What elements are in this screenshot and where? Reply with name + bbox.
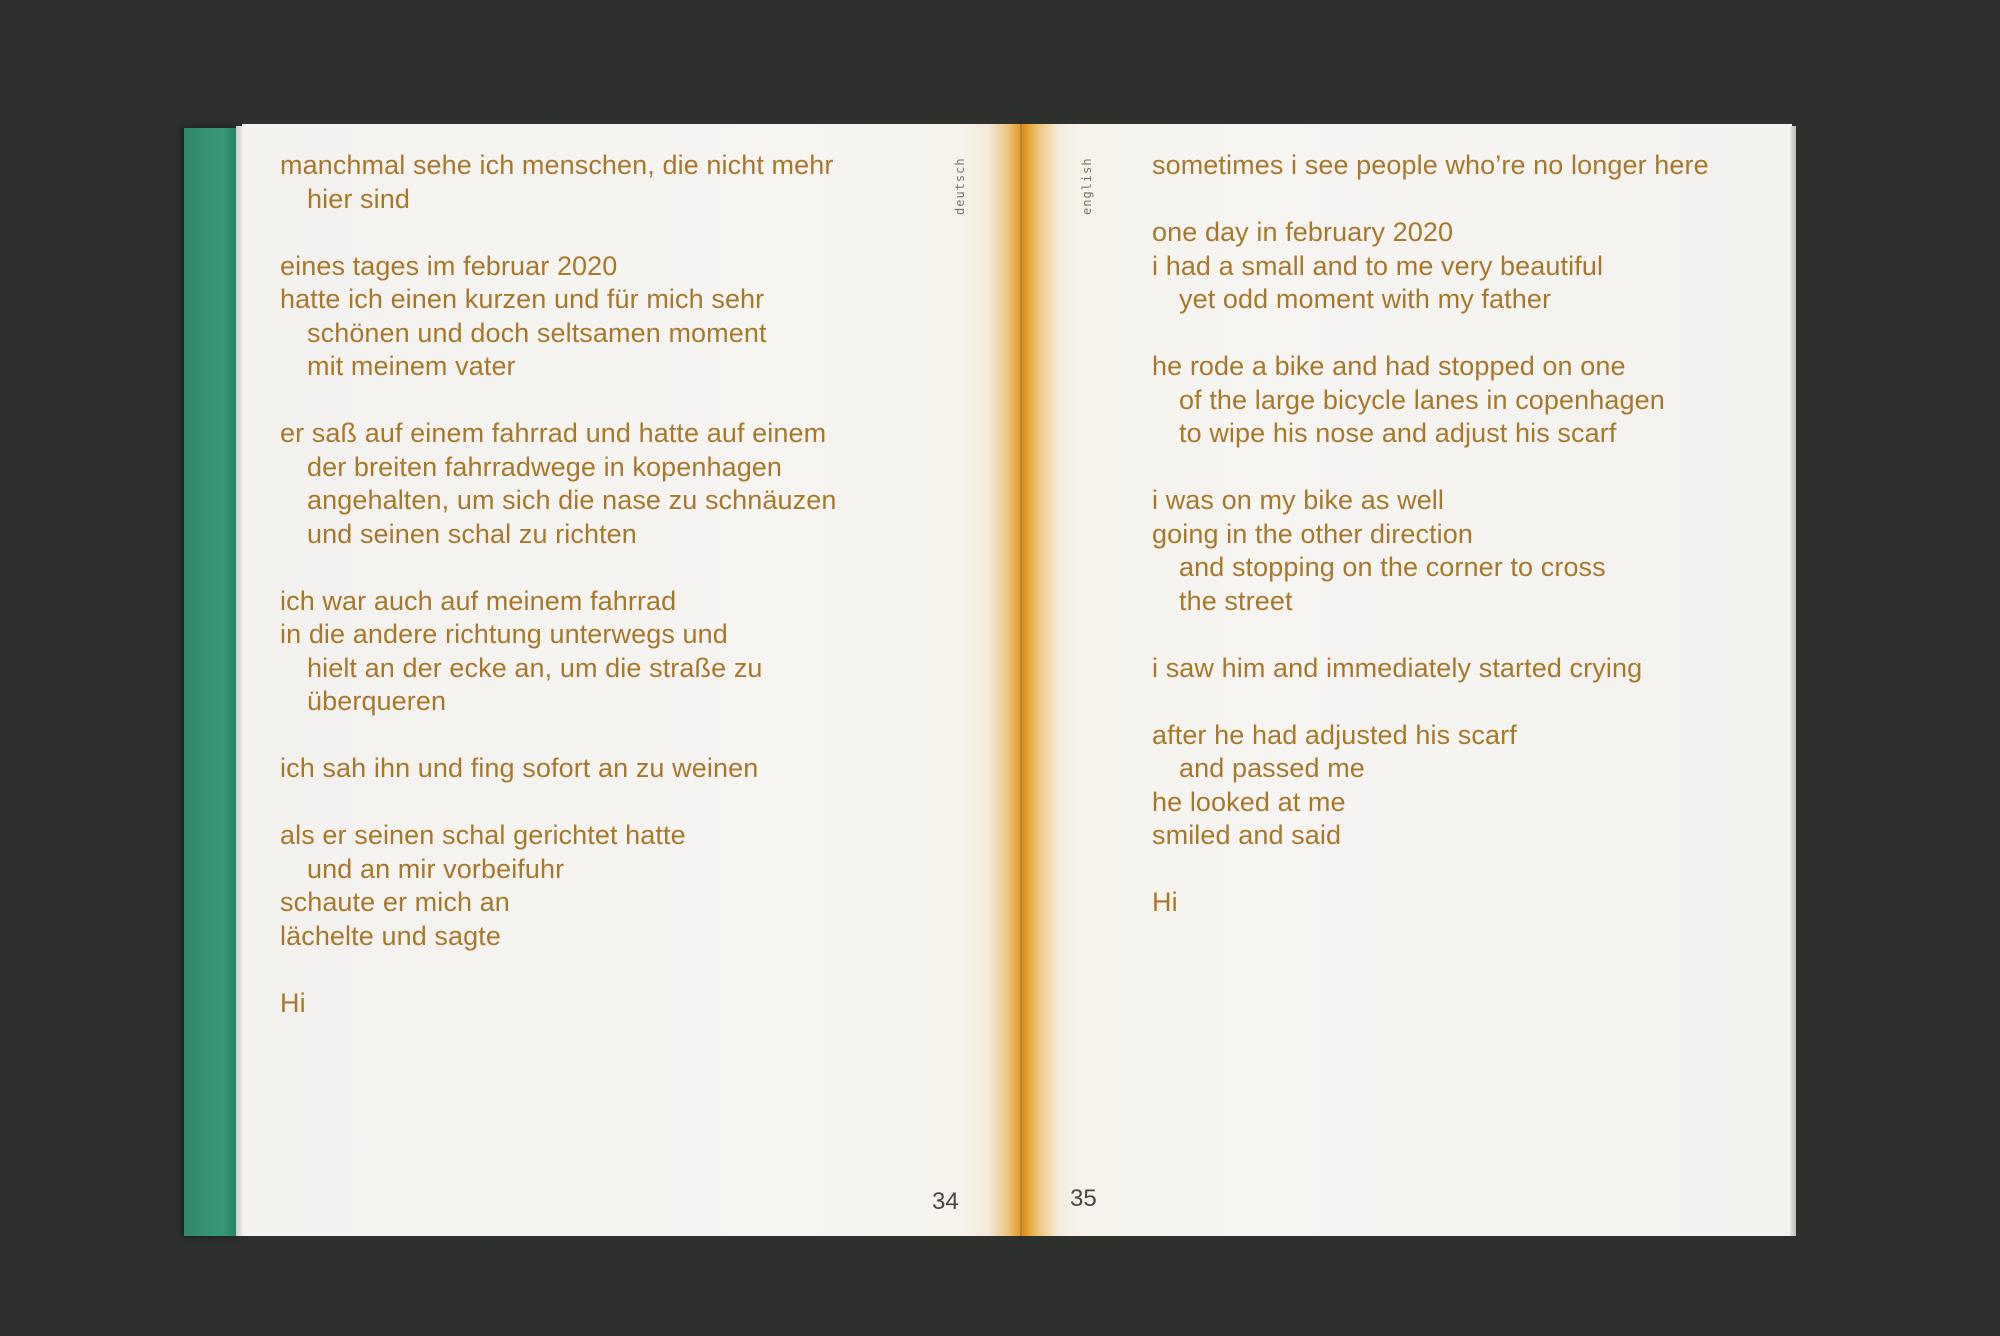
- poem-line: sometimes i see people who’re no longer here: [1152, 150, 1709, 180]
- page-number-right: 35: [1070, 1185, 1097, 1212]
- poem-line: als er seinen schal gerichtet hatte: [280, 820, 686, 850]
- poem-line: ich sah ihn und fing sofort an zu weinen: [280, 753, 759, 783]
- poem-line: ich war auch auf meinem fahrrad: [280, 585, 677, 616]
- stanza-gap: [1152, 853, 1709, 887]
- poem-line: and stopping on the corner to cross: [1179, 552, 1606, 582]
- poem-line: schaute er mich an: [280, 887, 510, 917]
- gutter-fold: [1020, 124, 1022, 1236]
- page-stack-right: [1790, 126, 1796, 1236]
- poem-line: the street: [1179, 585, 1293, 616]
- book-cover-edge: [184, 128, 240, 1236]
- stanza-gap: [280, 551, 836, 585]
- poem-line: der breiten fahrradwege in kopenhagen: [307, 451, 783, 482]
- poem-line: hatte ich einen kurzen und für mich sehr: [280, 284, 765, 314]
- poem-line: he rode a bike and had stopped on one: [1152, 351, 1626, 381]
- poem-line: hier sind: [307, 183, 410, 214]
- poem-line: i saw him and immediately started crying: [1152, 652, 1643, 683]
- poem-line: eines tages im februar 2020: [280, 250, 618, 281]
- poem-line: to wipe his nose and adjust his scarf: [1179, 418, 1617, 448]
- stanza-gap: [1152, 317, 1709, 351]
- stanza-gap: [280, 719, 836, 753]
- stanza-gap: [280, 384, 836, 418]
- poem-line: überqueren: [307, 686, 447, 716]
- poem-line: und seinen schal zu richten: [307, 518, 637, 549]
- poem-line: er saß auf einem fahrrad und hatte auf einem: [280, 418, 827, 448]
- stanza-gap: [280, 953, 836, 987]
- poem-line: manchmal sehe ich menschen, die nicht mehr: [280, 150, 834, 180]
- poem-line: lächelte und sagte: [280, 920, 501, 951]
- stanza-gap: [1152, 451, 1709, 485]
- book-gutter: [988, 124, 1058, 1236]
- stanza-gap: [1152, 183, 1709, 217]
- poem-line: of the large bicycle lanes in copenhagen: [1179, 384, 1665, 415]
- poem-line: yet odd moment with my father: [1179, 284, 1552, 314]
- poem-line: mit meinem vater: [307, 351, 516, 381]
- poem-line: and passed me: [1179, 753, 1365, 783]
- poem-line: smiled and said: [1152, 820, 1342, 850]
- stanza-gap: [280, 216, 836, 250]
- right-page-poem: [1152, 149, 1709, 920]
- language-label-deutsch: deutsch: [953, 157, 967, 215]
- poem-line: he looked at me: [1152, 786, 1346, 817]
- poem-line: in die andere richtung unterwegs und: [280, 619, 728, 649]
- poem-line: hielt an der ecke an, um die straße zu: [307, 652, 763, 683]
- language-label-english: english: [1080, 157, 1094, 215]
- page-number-left: 34: [932, 1188, 959, 1215]
- poem-line: one day in february 2020: [1152, 217, 1454, 247]
- poem-line: Hi: [1152, 887, 1178, 917]
- poem-line: angehalten, um sich die nase zu schnäuzen: [307, 485, 837, 515]
- poem-line: und an mir vorbeifuhr: [307, 853, 565, 884]
- stanza-gap: [1152, 685, 1709, 719]
- poem-line: Hi: [280, 987, 306, 1018]
- stanza-gap: [1152, 618, 1709, 652]
- left-page-poem: [280, 149, 836, 1020]
- stanza-gap: [280, 786, 836, 820]
- poem-line: i had a small and to me very beautiful: [1152, 250, 1604, 281]
- poem-line: after he had adjusted his scarf: [1152, 719, 1517, 750]
- poem-line: going in the other direction: [1152, 518, 1474, 549]
- poem-line: i was on my bike as well: [1152, 485, 1445, 515]
- poem-line: schönen und doch seltsamen moment: [307, 317, 767, 348]
